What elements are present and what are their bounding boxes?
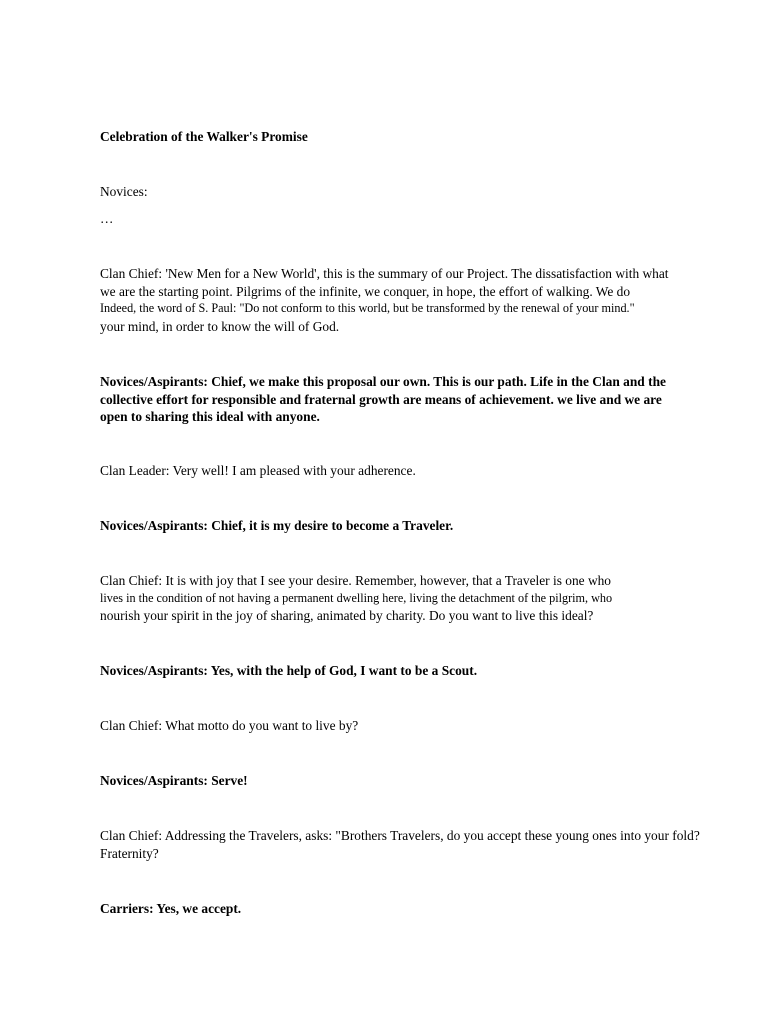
novices-ellipsis: … xyxy=(100,211,114,226)
document-title: Celebration of the Walker's Promise xyxy=(100,129,308,144)
paragraph-line: open to sharing this ideal with anyone. xyxy=(100,409,320,425)
paragraph-line: Novices/Aspirants: Yes, with the help of God, I want to be a Scout. xyxy=(100,663,478,678)
paragraph-line: Indeed, the word of S. Paul: "Do not conform to this world, but be transformed by the renewal of your mind." xyxy=(100,301,635,316)
paragraph-clan-chief-traveler xyxy=(100,572,725,625)
paragraph-line: lives in the condition of not having a permanent dwelling here, living the detachment of the pilgrim, who xyxy=(100,590,613,605)
paragraph-clan-chief-motto xyxy=(100,717,725,735)
paragraph-clan-leader-pleased xyxy=(100,462,725,480)
paragraph-line: Fraternity? xyxy=(100,845,159,861)
paragraph-line: Carriers: Yes, we accept. xyxy=(100,901,242,916)
paragraph-line: Clan Leader: Very well! I am pleased with your adherence. xyxy=(100,463,416,478)
paragraph-line: collective effort for responsible and fraternal growth are means of achievement. we live and we are xyxy=(100,391,662,407)
paragraph-line: Clan Chief: It is with joy that I see your desire. Remember, however, that a Traveler is one who xyxy=(100,573,612,588)
paragraph-line: Clan Chief: 'New Men for a New World', this is the summary of our Project. The dissatisfaction with what xyxy=(100,266,669,281)
paragraph-line: your mind, in order to know the will of God. xyxy=(100,318,340,334)
paragraph-line: nourish your spirit in the joy of sharing, animated by charity. Do you want to live this ideal? xyxy=(100,608,594,624)
paragraph-novices-serve xyxy=(100,772,725,790)
paragraph-line: Novices/Aspirants: Chief, we make this proposal our own. This is our path. Life in the Clan and the xyxy=(100,374,666,389)
paragraph-line: Clan Chief: What motto do you want to live by? xyxy=(100,718,359,733)
paragraph-line: Novices/Aspirants: Chief, it is my desire to become a Traveler. xyxy=(100,518,454,533)
paragraph-novices-proposal xyxy=(100,373,725,426)
paragraph-novices-desire xyxy=(100,517,725,535)
paragraph-line: Clan Chief: Addressing the Travelers, asks: "Brothers Travelers, do you accept these young ones into your fold? xyxy=(100,828,700,843)
paragraph-carriers-accept xyxy=(100,900,725,918)
paragraph-novices-scout xyxy=(100,662,725,680)
novices-label: Novices: xyxy=(100,184,148,199)
paragraph-clan-chief-addressing xyxy=(100,827,725,862)
paragraph-clan-chief-project xyxy=(100,265,725,335)
paragraph-line: Novices/Aspirants: Serve! xyxy=(100,773,248,788)
paragraph-line: we are the starting point. Pilgrims of the infinite, we conquer, in hope, the effort of walking. We do xyxy=(100,283,631,299)
